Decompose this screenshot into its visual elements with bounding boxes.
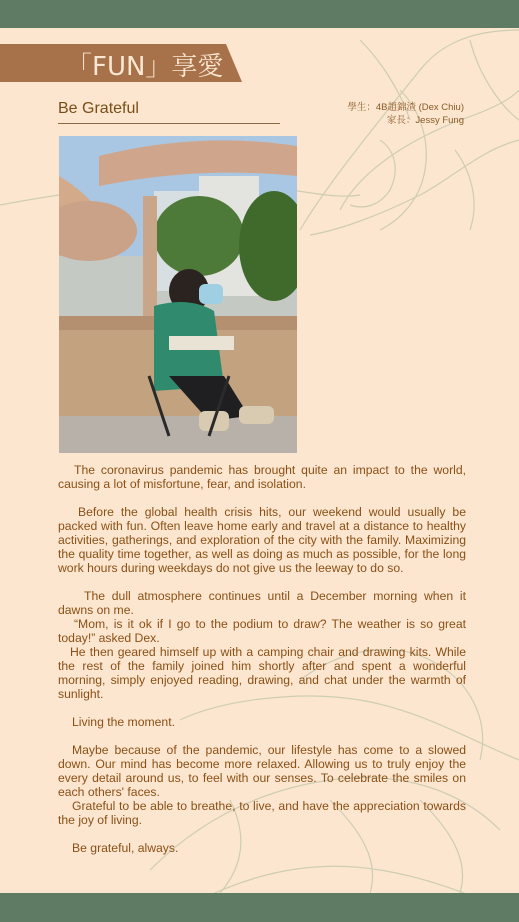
banner-title: 「FUN」享愛 (66, 52, 224, 82)
article-body (58, 463, 466, 855)
paragraph-6: Living the moment. (72, 715, 175, 729)
bottom-band (0, 893, 519, 922)
title-underline (58, 123, 280, 124)
paragraph-4: “Mom, is it ok if I go to the podium to draw? The weather is so great today!” asked Dex. (58, 617, 466, 645)
article-photo (59, 136, 297, 453)
paragraph-8: Grateful to be able to breathe, to live, and have the appreciation towards the joy of living. (58, 799, 466, 827)
paragraph-7: Maybe because of the pandemic, our lifestyle has come to a slowed down. Our mind has become more relaxed. Allowing us to truly enjoy the every detail around us, to feel with our senses. To celebrate the smiles on each others' faces. (58, 743, 466, 799)
top-band (0, 0, 519, 28)
author-credits (347, 101, 464, 127)
paragraph-5: He then geared himself up with a camping chair and drawing kits. While the rest of the family joined him shortly after and spent a wonderful morning, simply enjoyed reading, drawing, and chat under the warmth of sunlight. (58, 645, 466, 701)
parent-credit: 家長：Jessy Fung (386, 115, 464, 126)
paragraph-1: The coronavirus pandemic has brought quite an impact to the world, causing a lot of misfortune, fear, and isolation. (58, 463, 466, 491)
article-title: Be Grateful (58, 100, 139, 117)
student-credit: 學生：4B趙錦渣 (Dex Chiu) (347, 102, 464, 113)
paragraph-2: Before the global health crisis hits, our weekend would usually be packed with fun. Often leave home early and travel at a distance to healthy activities, gatherings, and exploration of the city with the family. Maximizing the quality time together, as well as doing as much as possible, for the long work hours during weekdays do not give us the leeway to do so. (58, 505, 466, 575)
paragraph-9: Be grateful, always. (72, 841, 179, 855)
paragraph-3: The dull atmosphere continues until a December morning when it dawns on me. (58, 589, 466, 617)
